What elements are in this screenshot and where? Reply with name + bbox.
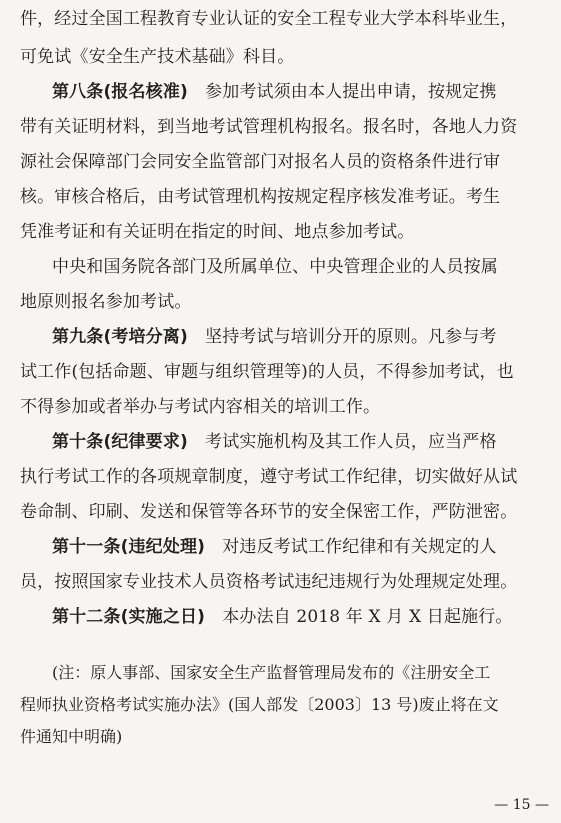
paragraph-line — [20, 114, 517, 140]
paragraph-line — [20, 44, 294, 70]
article-12-heading-line — [52, 604, 513, 630]
line-text: 地原则报名参加考试。 — [20, 292, 192, 312]
paragraph-line — [20, 464, 517, 490]
paragraph-line — [20, 219, 414, 245]
page-number: — 15 — — [494, 797, 549, 813]
line-text: 带有关证明材料，到当地考试管理机构报名。报名时，各地人力资 — [20, 117, 518, 137]
article-10-heading-line — [52, 429, 497, 455]
paragraph-line — [20, 184, 500, 210]
line-text: 不得参加或者举办与考试内容相关的培训工作。 — [20, 397, 381, 417]
line-text: 对违反考试工作纪律和有关规定的人 — [205, 537, 497, 557]
line-text: 考试实施机构及其工作人员，应当严格 — [187, 432, 497, 452]
article-heading: 第十一条(违纪处理) — [52, 537, 206, 557]
note-text: 程师执业资格考试实施办法》(国人部发〔2003〕13 号)废止将在文 — [20, 695, 499, 714]
article-heading: 第十条(纪律要求) — [52, 432, 188, 452]
note-line — [20, 693, 499, 717]
line-text: 可免试《安全生产技术基础》科目。 — [20, 47, 295, 67]
line-text: 执行考试工作的各项规章制度，遵守考试工作纪律，切实做好从试 — [20, 467, 518, 487]
line-text: 参加考试须由本人提出申请，按规定携 — [187, 82, 497, 102]
note-line — [20, 725, 122, 749]
article-9-heading-line — [52, 324, 497, 350]
paragraph-line — [52, 254, 498, 280]
paragraph-line — [20, 149, 500, 175]
paragraph-line — [20, 359, 514, 385]
note-text: (注：原人事部、国家安全生产监督管理局发布的《注册安全工 — [52, 663, 491, 682]
article-11-heading-line — [52, 534, 497, 560]
line-text: 本办法自 2018 年 X 月 X 日起施行。 — [205, 607, 513, 627]
line-text: 凭准考证和有关证明在指定的时间、地点参加考试。 — [20, 222, 415, 242]
line-text: 件，经过全国工程教育专业认证的安全工程专业大学本科毕业生， — [20, 9, 518, 29]
line-text: 试工作(包括命题、审题与组织管理等)的人员，不得参加考试，也 — [20, 362, 514, 382]
paragraph-line — [20, 394, 380, 420]
article-8-heading-line — [52, 79, 497, 105]
note-line — [52, 661, 490, 685]
line-text: 员，按照国家专业技术人员资格考试违纪违规行为处理规定处理。 — [20, 572, 518, 592]
paragraph-line — [20, 499, 517, 525]
paragraph-line — [20, 6, 517, 32]
line-text: 卷命制、印刷、发送和保管等各环节的安全保密工作，严防泄密。 — [20, 502, 518, 522]
paragraph-line — [20, 289, 192, 315]
line-text: 中央和国务院各部门及所属单位、中央管理企业的人员按属 — [52, 257, 498, 277]
article-heading: 第八条(报名核准) — [52, 82, 188, 102]
article-heading: 第九条(考培分离) — [52, 327, 188, 347]
paragraph-line — [20, 569, 517, 595]
note-text: 件通知中明确) — [20, 727, 123, 746]
line-text: 源社会保障部门会同安全监管部门对报名人员的资格条件进行审 — [20, 152, 501, 172]
line-text: 核。审核合格后，由考试管理机构按规定程序核发准考证。考生 — [20, 187, 501, 207]
line-text: 坚持考试与培训分开的原则。凡参与考 — [187, 327, 497, 347]
article-heading: 第十二条(实施之日) — [52, 607, 206, 627]
